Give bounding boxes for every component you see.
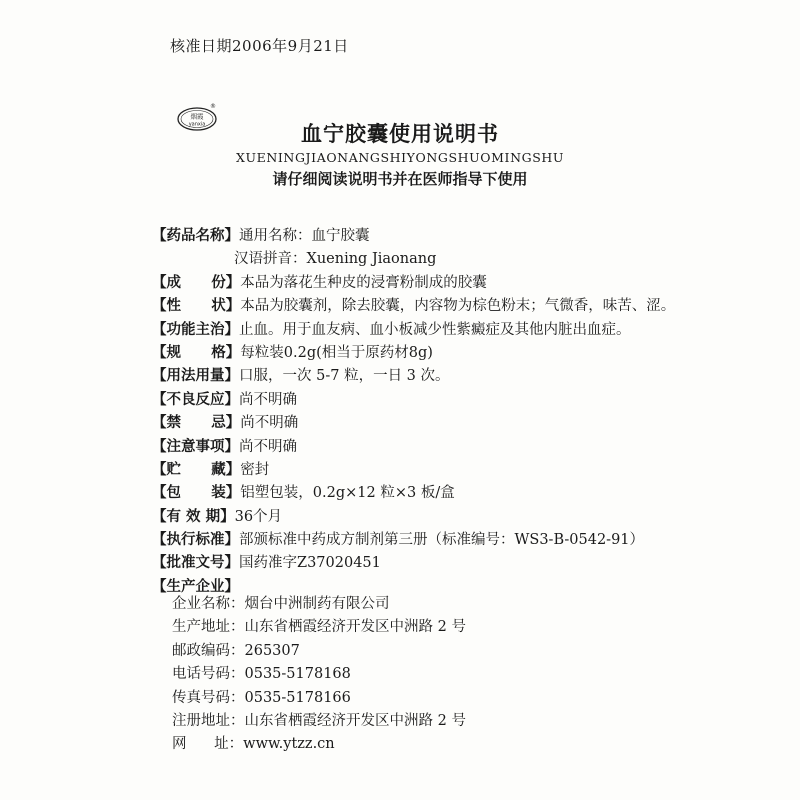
company-label: 电话号码： — [172, 666, 245, 683]
field-row-package — [152, 482, 792, 505]
drug-info-fields — [152, 225, 792, 599]
field-row-storage — [152, 459, 792, 482]
company-label: 传真号码： — [172, 689, 245, 706]
company-value: 山东省栖霞经济开发区中洲路 2 号 — [244, 712, 466, 729]
field-row-specification — [152, 342, 792, 365]
field-value: 尚不明确 — [240, 415, 299, 432]
field-row-contraindications — [152, 412, 792, 435]
company-label: 生产地址： — [172, 619, 245, 636]
field-label: 【注意事项】 — [152, 438, 239, 455]
field-value: 止血。用于血友病、血小板减少性紫癜症及其他内脏出血症。 — [239, 321, 631, 338]
field-value: 本品为落花生种皮的浸膏粉制成的胶囊 — [240, 274, 487, 291]
field-label: 【用法用量】 — [152, 368, 239, 385]
field-value: 汉语拼音：Xuening Jiaonang — [234, 251, 437, 268]
field-label: 【生产企业】 — [152, 578, 239, 595]
field-value: 密封 — [240, 461, 270, 478]
company-row-fax — [172, 687, 772, 710]
company-label: 企业名称： — [172, 596, 245, 612]
field-row-expiry — [152, 506, 792, 529]
registered-mark: ® — [210, 103, 216, 110]
field-label: 【性 状】 — [152, 298, 241, 315]
company-value: 265307 — [244, 642, 300, 659]
field-label: 【有 效 期】 — [152, 508, 235, 525]
field-label: 【禁 忌】 — [152, 415, 241, 432]
approval-date: 核准日期2006年9月21日 — [170, 37, 349, 55]
manufacturer-details — [172, 593, 772, 757]
reading-note: 请仔细阅读说明书并在医师指导下使用 — [272, 170, 528, 188]
field-row-drug-name — [152, 225, 792, 248]
field-label: 【贮 藏】 — [152, 461, 241, 478]
field-label: 【药品名称】 — [152, 228, 239, 244]
field-value: 本品为胶囊剂，除去胶囊，内容物为棕色粉末；气微香，味苦、涩。 — [240, 298, 676, 315]
field-value: 通用名称：血宁胶囊 — [239, 228, 370, 244]
field-label: 【成 份】 — [152, 274, 241, 291]
field-row-pinyin — [152, 248, 792, 271]
field-label: 【执行标准】 — [152, 532, 239, 549]
field-value: 口服，一次 5-7 粒，一日 3 次。 — [239, 368, 450, 385]
field-value: 每粒装0.2g(相当于原药材8g) — [240, 344, 433, 361]
field-value: 国药准字Z37020451 — [239, 555, 381, 572]
company-row-website — [172, 733, 772, 756]
field-label: 【批准文号】 — [152, 555, 239, 572]
company-label: 注册地址： — [172, 712, 245, 729]
field-label: 【包 装】 — [152, 485, 241, 502]
company-value: 烟台中洲制药有限公司 — [244, 596, 390, 612]
field-row-adverse-reactions — [152, 389, 792, 412]
field-row-standard — [152, 529, 792, 552]
field-value: 部颁标准中药成方制剂第三册（标准编号：WS3-B-0542-91） — [239, 532, 645, 549]
field-value: 尚不明确 — [239, 391, 297, 408]
field-value: 铝塑包装，0.2g×12 粒×3 板/盒 — [240, 485, 455, 502]
field-row-ingredients — [152, 272, 792, 295]
field-label: 【规 格】 — [152, 344, 241, 361]
field-row-description — [152, 295, 792, 318]
company-row-registered-address — [172, 710, 772, 733]
company-label: 邮政编码： — [172, 642, 245, 659]
field-value: 尚不明确 — [239, 438, 297, 455]
logo-pinyin: yanxia — [188, 121, 206, 128]
company-row-name — [172, 593, 772, 616]
field-value: 36个月 — [234, 508, 283, 525]
company-value: 0535-5178166 — [244, 689, 351, 706]
field-label: 【不良反应】 — [152, 391, 239, 408]
website-link[interactable]: www.ytzz.cn — [243, 736, 335, 753]
company-row-address — [172, 616, 772, 639]
field-row-indications — [152, 319, 792, 342]
field-label: 【功能主治】 — [152, 321, 239, 338]
company-row-postcode — [172, 640, 772, 663]
company-value: 山东省栖霞经济开发区中洲路 2 号 — [244, 619, 466, 636]
company-value: 0535-5178168 — [244, 666, 351, 683]
company-label: 网 址： — [172, 736, 244, 753]
field-row-precautions — [152, 436, 792, 459]
field-row-approval-number — [152, 552, 792, 575]
logo-text: 烟霞 — [190, 112, 204, 121]
document-title: 血宁胶囊使用说明书 — [301, 122, 499, 146]
document-title-pinyin: XUENINGJIAONANGSHIYONGSHUOMINGSHU — [236, 150, 564, 165]
company-row-phone — [172, 663, 772, 686]
field-row-dosage — [152, 365, 792, 388]
